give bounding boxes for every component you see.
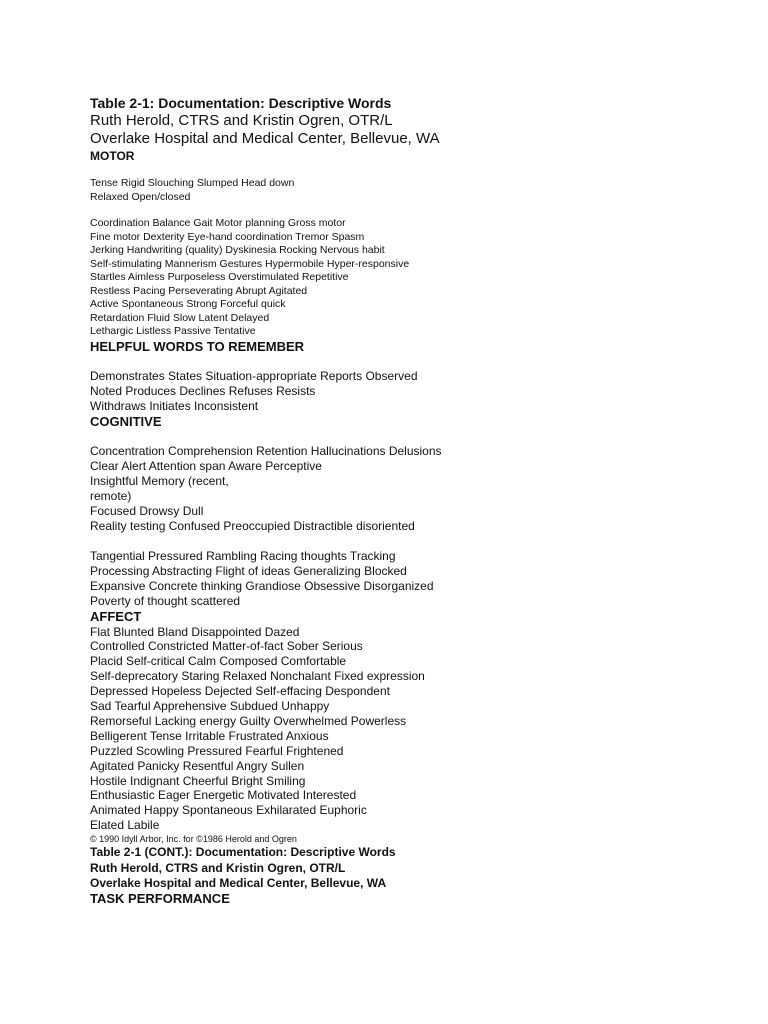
affect-line: Remorseful Lacking energy Guilty Overwhelmed Powerless: [90, 713, 407, 728]
motor-line: Retardation Fluid Slow Latent Delayed: [90, 311, 270, 324]
helpful-words-group: [90, 369, 730, 414]
affect-line: Flat Blunted Bland Disappointed Dazed: [90, 624, 300, 639]
affect-line: Elated Labile: [90, 818, 160, 833]
affect-line: Puzzled Scowling Pressured Fearful Frightened: [90, 743, 344, 758]
section-heading-affect: AFFECT: [90, 608, 142, 624]
motor-group-1: [90, 177, 730, 204]
cognitive-line: Tangential Pressured Rambling Racing thoughts Tracking: [90, 548, 396, 563]
affect-line: Enthusiastic Eager Energetic Motivated Interested: [90, 788, 357, 803]
affect-line: Hostile Indignant Cheerful Bright Smiling: [90, 773, 306, 788]
motor-line: Jerking Handwriting (quality) Dyskinesia Rocking Nervous habit: [90, 244, 385, 256]
cognitive-group-1: [90, 444, 730, 534]
table-affiliation: Overlake Hospital and Medical Center, Bellevue, WA: [90, 130, 440, 147]
cognitive-line: Poverty of thought scattered: [90, 593, 241, 608]
cognitive-line: Reality testing Confused Preoccupied Distractible disoriented: [90, 518, 415, 533]
motor-line: Startles Aimless Purposeless Overstimulated Repetitive: [90, 271, 349, 283]
cognitive-line: Insightful Memory (recent,: [90, 473, 229, 488]
section-heading-task-performance: TASK PERFORMANCE: [90, 891, 230, 907]
cognitive-line: Expansive Concrete thinking Grandiose Obsessive Disorganized: [90, 578, 434, 593]
helpful-line: Noted Produces Declines Refuses Resists: [90, 383, 316, 398]
motor-line: Coordination Balance Gait Motor planning Gross motor: [90, 217, 346, 229]
motor-line: Tense Rigid Slouching Slumped Head down: [90, 177, 295, 189]
continued-table-affiliation: Overlake Hospital and Medical Center, Bellevue, WA: [90, 876, 387, 890]
copyright-notice: © 1990 Idyll Arbor, Inc. for ©1986 Herold and Ogren: [90, 834, 297, 845]
motor-line: Relaxed Open/closed: [90, 190, 191, 203]
affect-line: Animated Happy Spontaneous Exhilarated Euphoric: [90, 803, 367, 818]
table-title: Table 2-1: Documentation: Descriptive Words: [90, 95, 392, 111]
affect-line: Self-deprecatory Staring Relaxed Nonchalant Fixed expression: [90, 669, 425, 684]
affect-line: Sad Tearful Apprehensive Subdued Unhappy: [90, 699, 330, 714]
section-heading-motor: MOTOR: [90, 149, 135, 163]
continued-table-authors: Ruth Herold, CTRS and Kristin Ogren, OTR/L: [90, 860, 346, 875]
affect-group: [90, 625, 730, 834]
affect-line: Agitated Panicky Resentful Angry Sullen: [90, 758, 305, 773]
motor-group-2: [90, 217, 730, 339]
cognitive-line: Clear Alert Attention span Aware Perceptive: [90, 458, 322, 473]
affect-line: Belligerent Tense Irritable Frustrated Anxious: [90, 728, 329, 743]
motor-line: Active Spontaneous Strong Forceful quick: [90, 298, 286, 310]
cognitive-line: Focused Drowsy Dull: [90, 503, 204, 518]
motor-line: Restless Pacing Perseverating Abrupt Agitated: [90, 284, 308, 297]
motor-line: Fine motor Dexterity Eye-hand coordination Tremor Spasm: [90, 230, 365, 243]
helpful-line: Withdraws Initiates Inconsistent: [90, 398, 259, 413]
helpful-line: Demonstrates States Situation-appropriate Reports Observed: [90, 368, 418, 383]
cognitive-line: remote): [90, 488, 132, 503]
table-authors: Ruth Herold, CTRS and Kristin Ogren, OTR/L: [90, 112, 393, 129]
cognitive-line: Processing Abstracting Flight of ideas Generalizing Blocked: [90, 563, 407, 578]
section-heading-cognitive: COGNITIVE: [90, 413, 162, 429]
cognitive-group-2: [90, 549, 730, 609]
affect-line: Controlled Constricted Matter-of-fact Sober Serious: [90, 639, 363, 654]
affect-line: Placid Self-critical Calm Composed Comfortable: [90, 654, 347, 669]
cognitive-line: Concentration Comprehension Retention Hallucinations Delusions: [90, 443, 442, 458]
section-heading-helpful-words: HELPFUL WORDS TO REMEMBER: [90, 338, 305, 354]
affect-line: Depressed Hopeless Dejected Self-effacing Despondent: [90, 684, 390, 699]
continued-table-title: Table 2-1 (CONT.): Documentation: Descriptive Words: [90, 845, 396, 860]
motor-line: Lethargic Listless Passive Tentative: [90, 325, 256, 337]
motor-line: Self-stimulating Mannerism Gestures Hypermobile Hyper-responsive: [90, 257, 410, 270]
document-page: [90, 94, 730, 907]
